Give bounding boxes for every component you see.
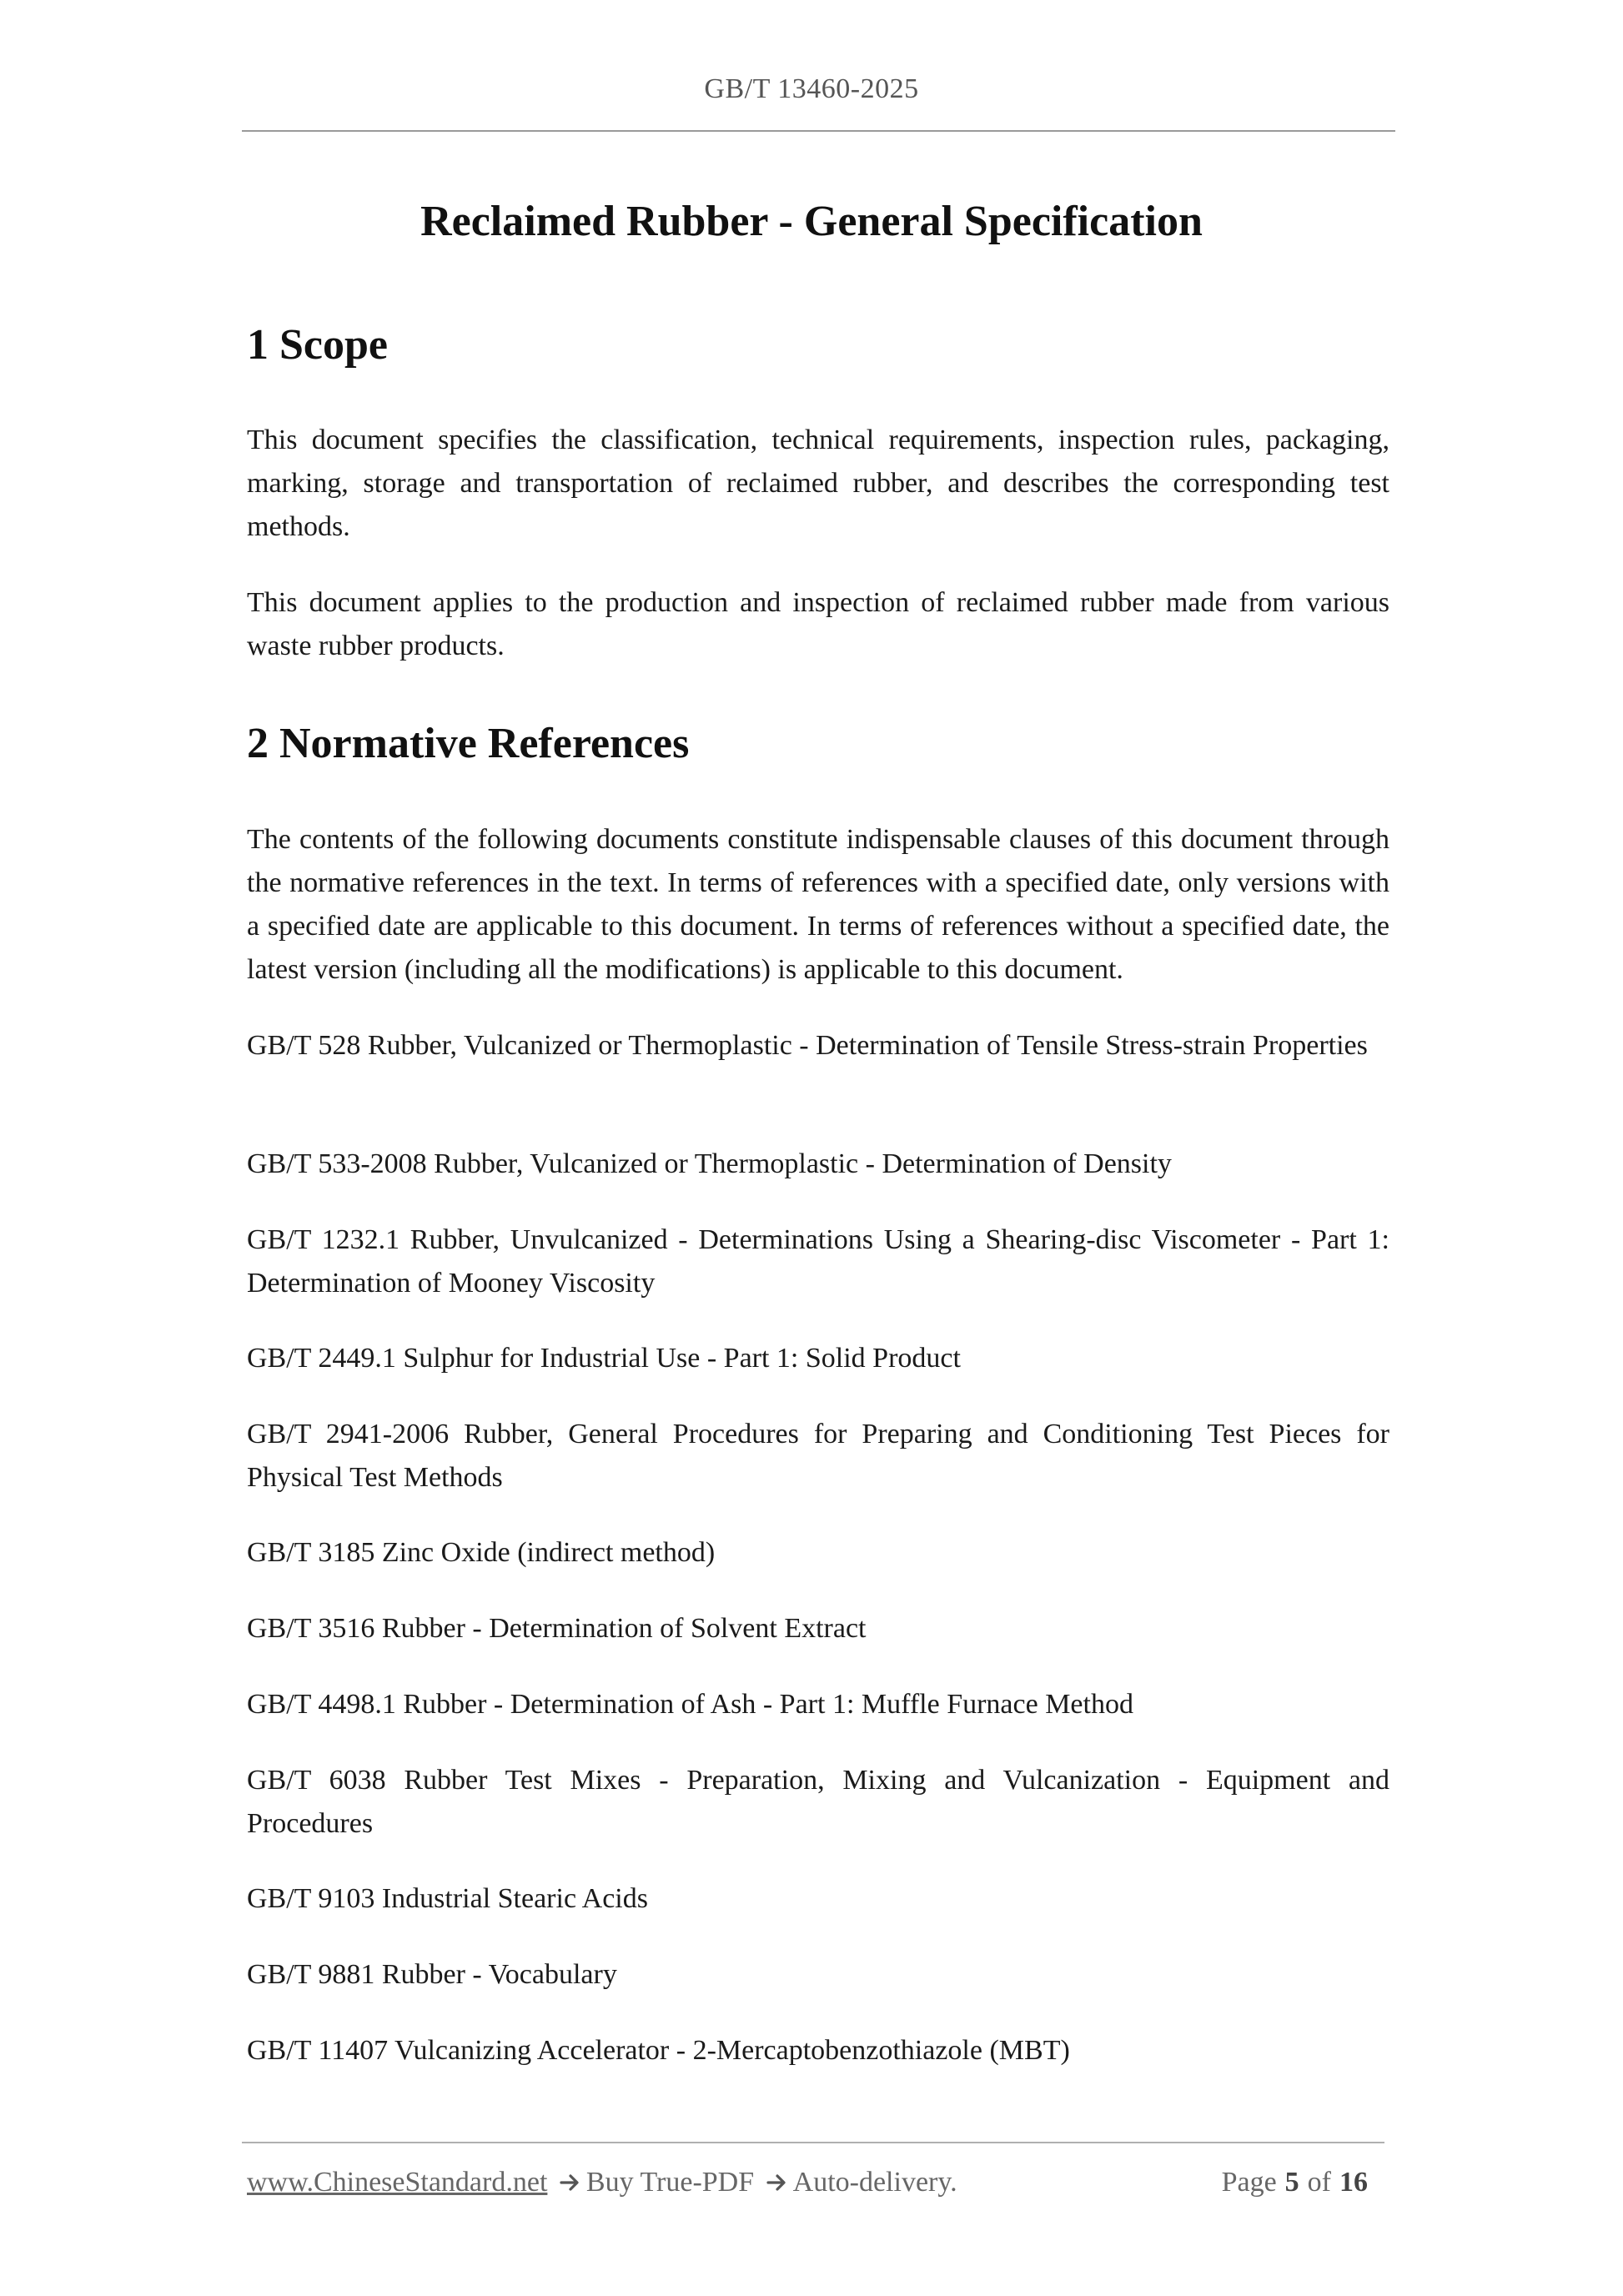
reference-item: GB/T 533-2008 Rubber, Vulcanized or Thermoplastic - Determination of Density <box>247 1148 1172 1179</box>
current-page: 5 <box>1284 2167 1299 2198</box>
standard-code-header: GB/T 13460-2025 <box>704 73 919 104</box>
scope-paragraph-1: This document specifies the classification, technical requirements, inspection rules, packaging, marking, storage and transportation of reclaimed rubber, and describes the corresponding test methods. <box>247 425 1389 542</box>
reference-item: GB/T 3185 Zinc Oxide (indirect method) <box>247 1537 716 1568</box>
reference-item: GB/T 2941-2006 Rubber, General Procedures for Preparing and Conditioning Test Pieces for Physical Test Methods <box>247 1419 1389 1493</box>
reference-item: GB/T 3516 Rubber - Determination of Solvent Extract <box>247 1613 867 1644</box>
page-number <box>1222 2167 1376 2198</box>
section-heading-normative-references: 2 Normative References <box>247 720 690 767</box>
header-divider <box>242 130 1395 132</box>
auto-delivery-text: Auto-delivery. <box>792 2167 957 2198</box>
normative-references-intro: The contents of the following documents constitute indispensable clauses of this document through the normative references in the text. In terms of references with a specified date, only versions with a specified date are applicable to this document. In terms of references without a specified date, the latest version (including all the modifications) is applicable to this document. <box>247 824 1389 985</box>
document-title: Reclaimed Rubber - General Specification <box>420 198 1203 245</box>
reference-item: GB/T 1232.1 Rubber, Unvulcanized - Determinations Using a Shearing-disc Viscometer - Part 1: Determination of Mooney Viscosity <box>247 1224 1389 1299</box>
reference-item: GB/T 11407 Vulcanizing Accelerator - 2-Mercaptobenzothiazole (MBT) <box>247 2035 1070 2066</box>
section-heading-scope: 1 Scope <box>247 321 388 369</box>
reference-item: GB/T 9103 Industrial Stearic Acids <box>247 1883 648 1914</box>
arrow-right-icon <box>560 2173 581 2193</box>
reference-item: GB/T 528 Rubber, Vulcanized or Thermoplastic - Determination of Tensile Stress-strain Properties <box>247 1030 1368 1061</box>
arrow-right-icon <box>766 2173 788 2193</box>
page-of-label: of <box>1307 2167 1331 2198</box>
reference-item: GB/T 6038 Rubber Test Mixes - Preparation, Mixing and Vulcanization - Equipment and Procedures <box>247 1765 1389 1839</box>
page-label: Page <box>1221 2167 1277 2198</box>
buy-true-pdf-text: Buy True-PDF <box>585 2167 755 2198</box>
footer-purchase-line <box>247 2167 957 2198</box>
total-pages: 16 <box>1339 2167 1368 2198</box>
website-link[interactable]: www.ChineseStandard.net <box>247 2167 548 2198</box>
reference-item: GB/T 9881 Rubber - Vocabulary <box>247 1959 617 1990</box>
footer-divider <box>242 2142 1384 2143</box>
reference-item: GB/T 4498.1 Rubber - Determination of Ash - Part 1: Muffle Furnace Method <box>247 1689 1133 1720</box>
scope-paragraph-2: This document applies to the production and inspection of reclaimed rubber made from various waste rubber products. <box>247 587 1389 661</box>
reference-item: GB/T 2449.1 Sulphur for Industrial Use - Part 1: Solid Product <box>247 1343 961 1374</box>
